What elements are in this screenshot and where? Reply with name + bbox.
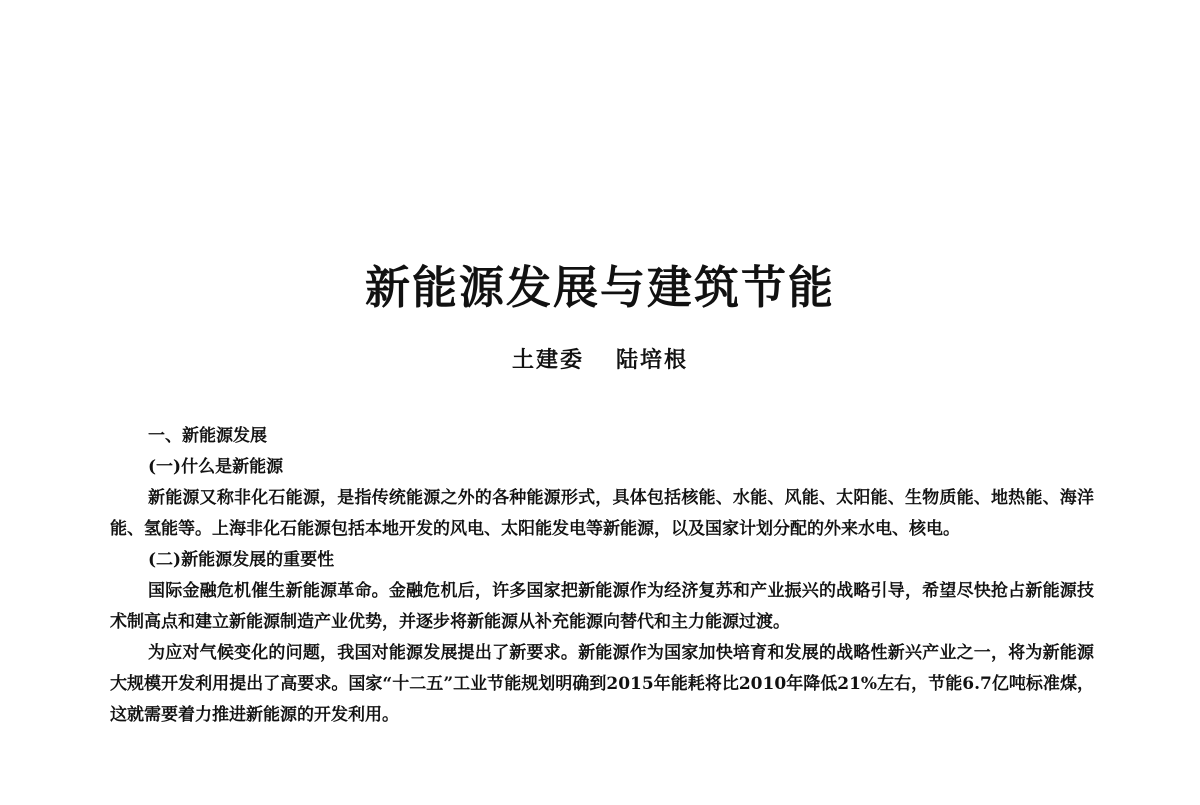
body-paragraph: 为应对气候变化的问题，我国对能源发展提出了新要求。新能源作为国家加快培育和发展的战略性新兴产业之一，将为新能源大规模开发利用提出了高要求。国家“十二五”工业节能规划明确到2015年能耗将比2010年降低21%左右，节能6.7亿吨标准煤，这就需要着力推进新能源的开发利用。 [110, 643, 1094, 725]
author-line [0, 343, 1200, 377]
article-title: 新能源发展与建筑节能 [364, 261, 835, 314]
body-paragraph: 国际金融危机催生新能源革命。金融危机后，许多国家把新能源作为经济复苏和产业振兴的战略引导，希望尽快抢占新能源技术制高点和建立新能源制造产业优势，并逐步将新能源从补充能源向替代和主力能源过渡。 [110, 581, 1094, 632]
article-body [110, 421, 1094, 731]
author-name: 土建委 [511, 347, 584, 373]
author-name: 陆培根 [616, 347, 689, 373]
section-heading: 一、新能源发展 [148, 426, 267, 446]
body-paragraph: 新能源又称非化石能源，是指传统能源之外的各种能源形式，具体包括核能、水能、风能、太阳能、生物质能、地热能、海洋能、氢能等。上海非化石能源包括本地开发的风电、太阳能发电等新能源，以及国家计划分配的外来水电、核电。 [110, 488, 1094, 539]
subsection-heading: (二)新能源发展的重要性 [148, 550, 335, 570]
subsection-heading: (一)什么是新能源 [148, 457, 284, 477]
